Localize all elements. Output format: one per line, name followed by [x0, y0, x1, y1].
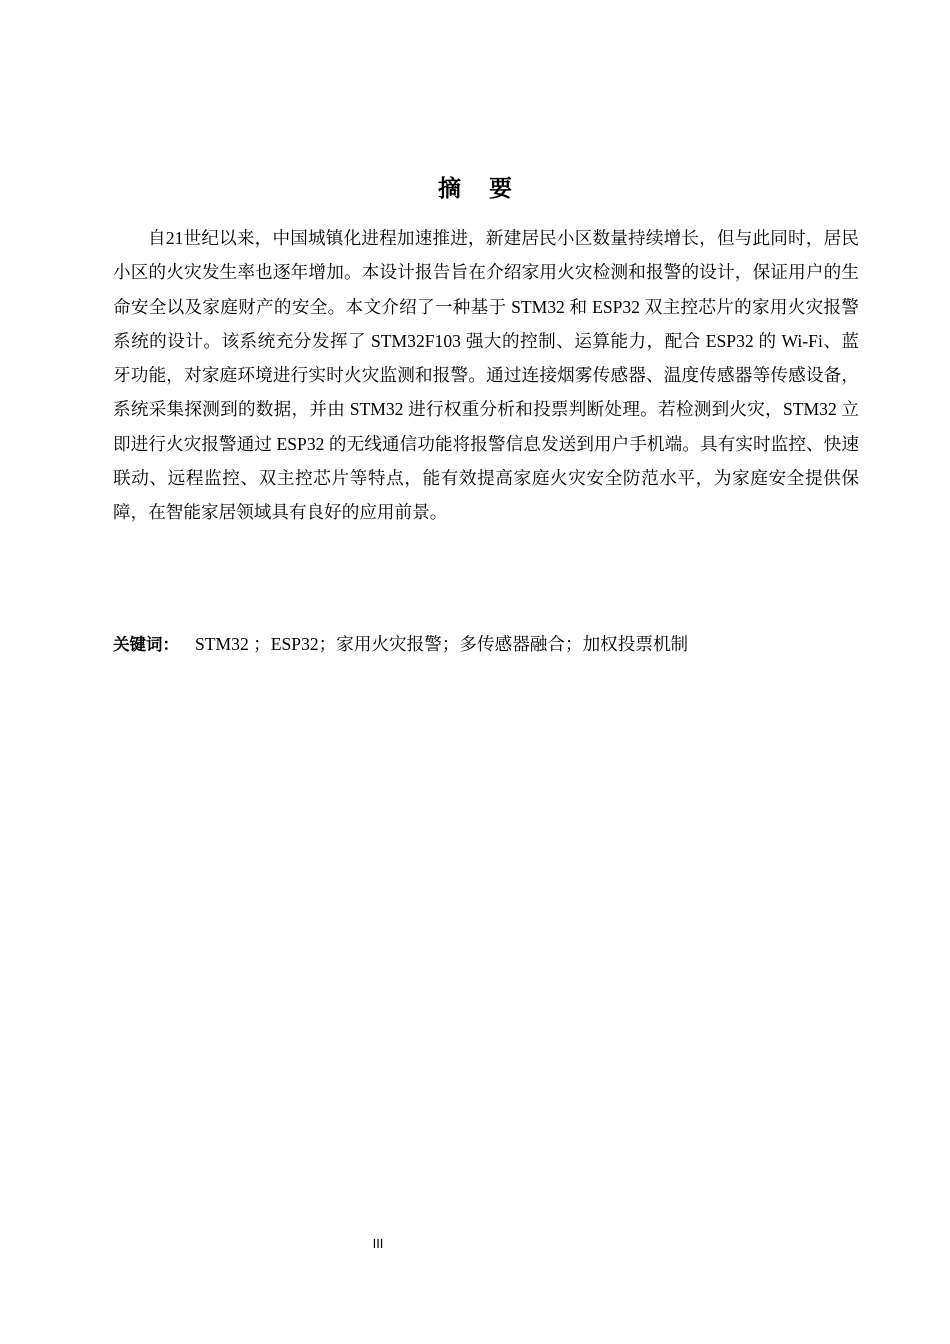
abstract-paragraph: 自21世纪以来，中国城镇化进程加速推进，新建居民小区数量持续增长，但与此同时，居民小区的火灾发生率也逐年增加。本设计报告旨在介绍家用火灾检测和报警的设计，保证用户的生命安全以及家庭财产的安全。本文介绍了一种基于 STM32 和 ESP32 双主控芯片的家用火灾报警系统的设计。该系统充分发挥了 STM32F103 强大的控制、运算能力，配合 ESP32 的 Wi-Fi、蓝牙功能，对家庭环境进行实时火灾监测和报警。通过连接烟雾传感器、温度传感器等传感设备，系统采集探测到的数据，并由 STM32 进行权重分析和投票判断处理。若检测到火灾，STM32 立即进行火灾报警通过 ESP32 的无线通信功能将报警信息发送到用户手机端。具有实时监控、快速联动、远程监控、双主控芯片等特点，能有效提高家庭火灾安全防范水平，为家庭安全提供保障，在智能家居领域具有良好的应用前景。 — [113, 228, 859, 523]
keywords-label: 关键词： — [113, 635, 179, 654]
keywords-text: STM32 ；ESP32；家用火灾报警；多传感器融合；加权投票机制 — [195, 634, 689, 654]
page-number: III — [372, 1236, 384, 1251]
page-title: 摘 要 — [437, 176, 522, 202]
keywords-line — [113, 629, 859, 660]
